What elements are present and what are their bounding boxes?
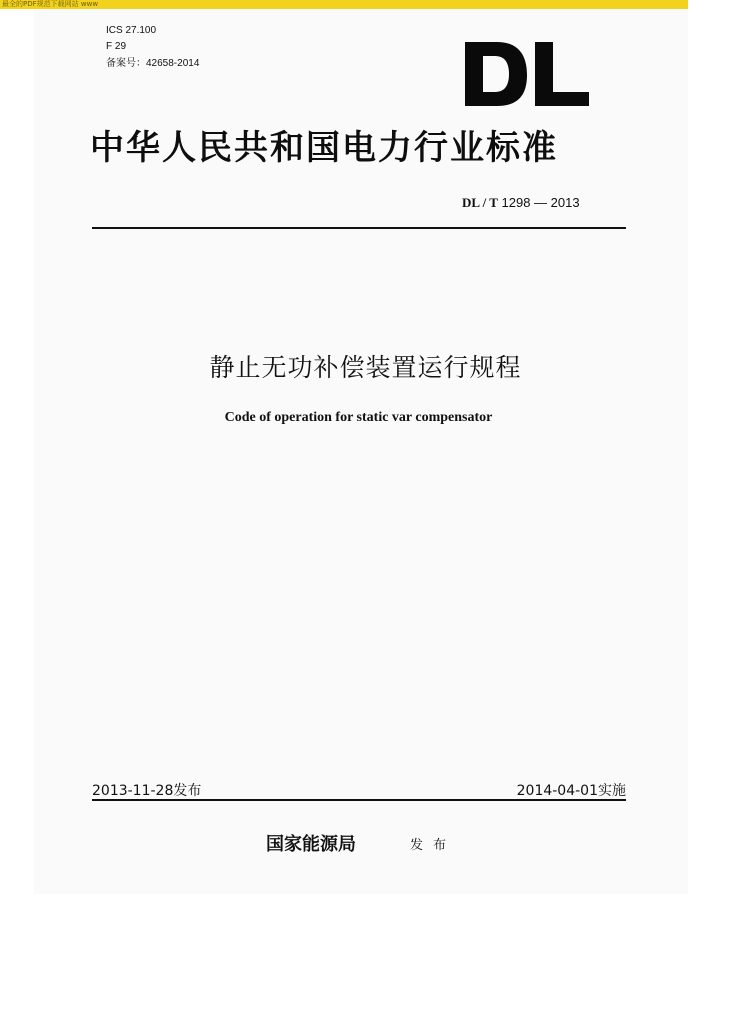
header-divider xyxy=(92,227,626,229)
publisher-name: 国家能源局 xyxy=(266,834,356,855)
organization-title: 中华人民共和国电力行业标准 xyxy=(90,128,558,168)
document-title-english: Code of operation for static var compensator xyxy=(224,410,493,425)
dl-logo xyxy=(463,38,591,108)
standard-code xyxy=(462,195,580,211)
implementation-date: 2014-04-01实施 xyxy=(516,783,626,799)
issue-date: 2013-11-28发布 xyxy=(92,783,202,799)
footer-divider xyxy=(92,799,626,801)
publish-label: 发布 xyxy=(410,838,457,853)
standard-prefix: DL / T xyxy=(462,195,498,210)
document-title-chinese: 静止无功补偿装置运行规程 xyxy=(209,353,522,382)
ics-code: ICS 27.100 xyxy=(106,25,157,36)
standard-number: 1298 — 2013 xyxy=(501,195,580,210)
top-banner xyxy=(0,0,688,9)
filing-number: 备案号：42658-2014 xyxy=(106,58,200,69)
top-banner-text: 最全的PDF规范下载网站 www xyxy=(2,0,99,8)
ccs-code: F 29 xyxy=(106,41,127,52)
